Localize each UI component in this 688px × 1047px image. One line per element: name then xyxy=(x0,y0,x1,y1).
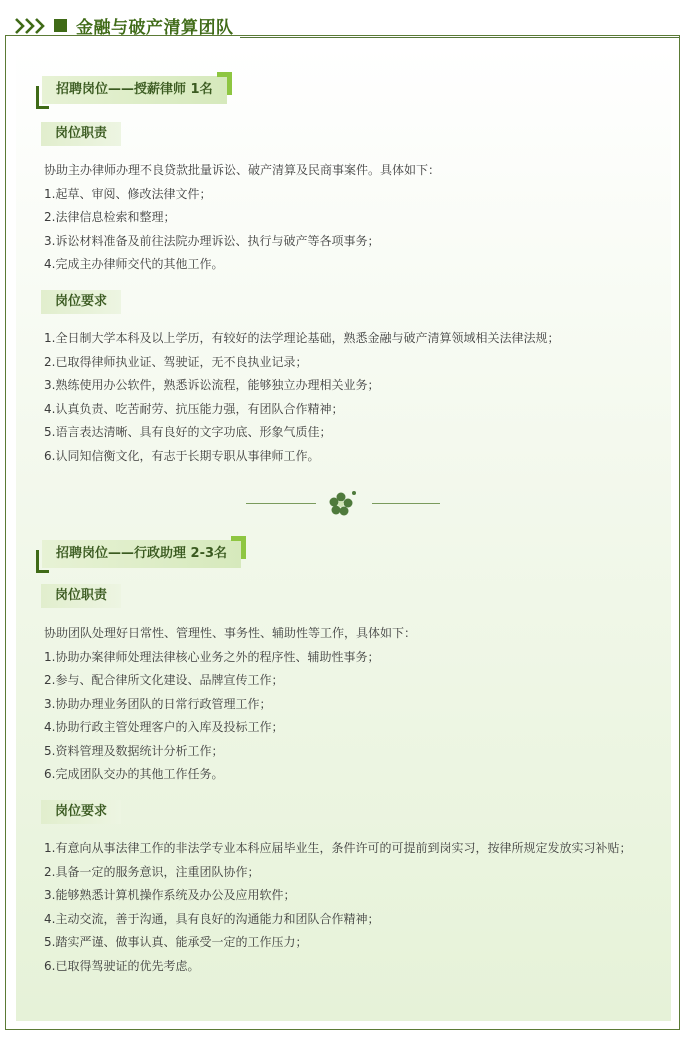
list-item: 1.有意向从事法律工作的非法学专业本科应届毕业生，条件许可的可提前到岗实习，按律所规定发放实习补贴； xyxy=(44,841,632,855)
list-item: 3.诉讼材料准备及前往法院办理诉讼、执行与破产等各项事务； xyxy=(44,233,380,248)
list-item: 6.认同知信衡文化，有志于长期专职从事律师工作。 xyxy=(44,448,320,463)
section-divider xyxy=(246,490,440,516)
list-item: 5.踏实严谨、做事认真、能承受一定的工作压力； xyxy=(44,935,308,949)
list-item: 5.语言表达清晰、具有良好的文字功底、形象气质佳； xyxy=(44,425,332,439)
list-item: 1.全日制大学本科及以上学历，有较好的法学理论基础，熟悉金融与破产清算领域相关法律法规； xyxy=(44,331,560,345)
list-item: 5.资料管理及数据统计分析工作； xyxy=(44,743,224,758)
list-item: 6.完成团队交办的其他工作任务。 xyxy=(44,767,224,781)
list-item: 4.完成主办律师交代的其他工作。 xyxy=(44,257,224,271)
flower-icon xyxy=(328,490,358,518)
job-heading-lawyer xyxy=(36,76,227,104)
requirements-list xyxy=(44,837,664,978)
list-item: 4.认真负责、吃苦耐劳、抗压能力强，有团队合作精神； xyxy=(44,401,344,416)
requirements-label: 岗位要求 xyxy=(41,800,121,824)
page-title: 金融与破产清算团队 xyxy=(76,18,234,38)
list-item: 2.参与、配合律所文化建设、品牌宣传工作； xyxy=(44,673,284,687)
list-item: 2.已取得律师执业证、驾驶证，无不良执业记录； xyxy=(44,354,308,369)
list-item: 6.已取得驾驶证的优先考虑。 xyxy=(44,958,200,973)
duties-label: 岗位职责 xyxy=(41,584,121,608)
title-square-icon xyxy=(54,19,67,32)
list-item: 1.起草、审阅、修改法律文件； xyxy=(44,186,212,201)
duties-label: 岗位职责 xyxy=(41,122,121,146)
duties-list xyxy=(44,622,664,787)
list-item: 4.协助行政主管处理客户的入库及投标工作； xyxy=(44,720,284,734)
job-title: 招聘岗位——授薪律师 1名 xyxy=(56,82,213,97)
requirements-list xyxy=(44,327,664,468)
list-item: 1.协助办案律师处理法律核心业务之外的程序性、辅助性事务； xyxy=(44,649,380,664)
duties-intro: 协助主办律师办理不良贷款批量诉讼、破产清算及民商事案件。具体如下： xyxy=(44,163,441,177)
duties-intro: 协助团队处理好日常性、管理性、事务性、辅助性等工作，具体如下： xyxy=(44,626,417,640)
job-heading-admin-assistant xyxy=(36,540,241,568)
list-item: 3.协助办理业务团队的日常行政管理工作； xyxy=(44,696,272,711)
requirements-label: 岗位要求 xyxy=(41,290,121,314)
job-title: 招聘岗位——行政助理 2-3名 xyxy=(56,546,228,561)
double-chevron-icon xyxy=(14,16,50,36)
list-item: 2.具备一定的服务意识，注重团队协作； xyxy=(44,864,260,879)
list-item: 2.法律信息检索和整理； xyxy=(44,210,176,224)
list-item: 3.熟练使用办公软件，熟悉诉讼流程，能够独立办理相关业务； xyxy=(44,378,380,392)
duties-list xyxy=(44,159,664,277)
list-item: 4.主动交流，善于沟通，具有良好的沟通能力和团队合作精神； xyxy=(44,911,380,926)
list-item: 3.能够熟悉计算机操作系统及办公及应用软件； xyxy=(44,888,296,902)
